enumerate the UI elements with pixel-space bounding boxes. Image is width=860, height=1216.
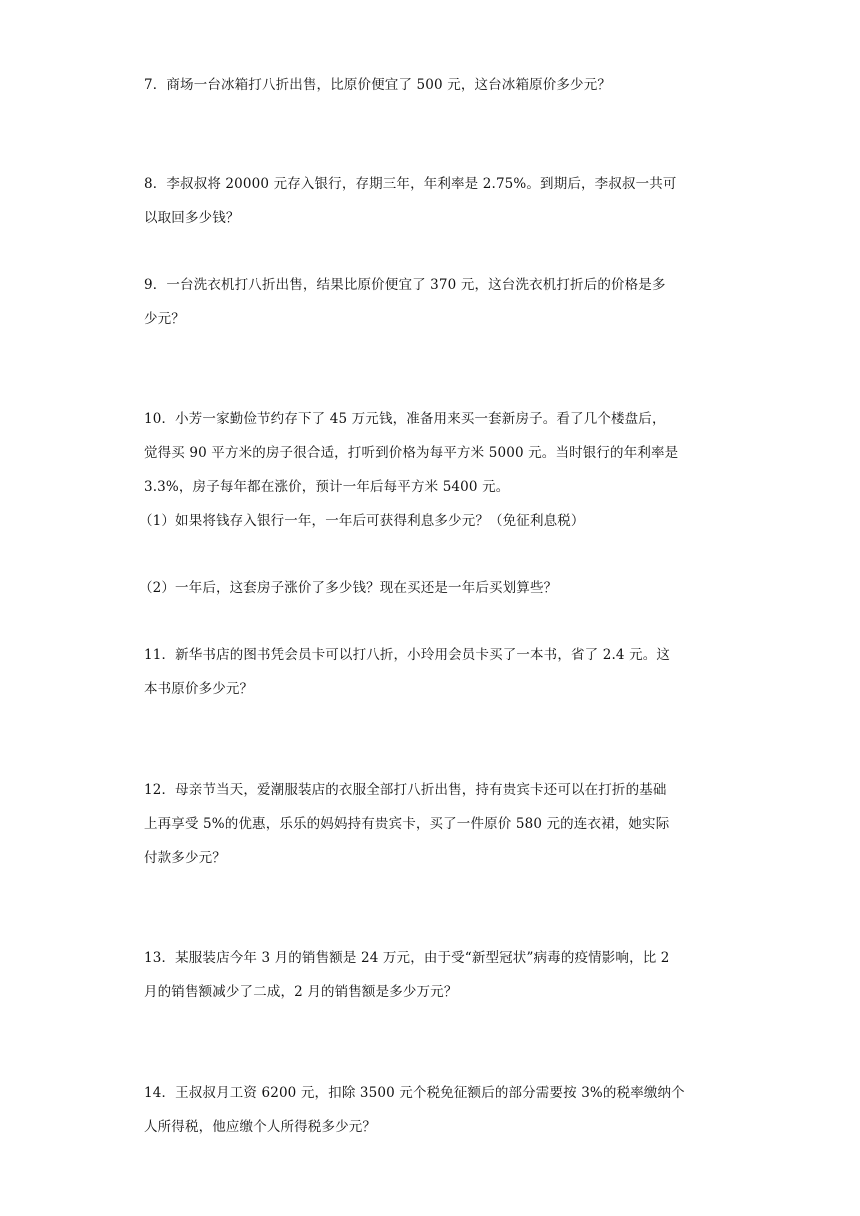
question-10-line-2: 觉得买 90 平方米的房子很合适，打听到价格为每平方米 5000 元。当时银行的年利率是 [144,445,679,461]
question-10-sub-1: （1）如果将钱存入银行一年，一年后可获得利息多少元？（免征利息税） [139,513,585,529]
question-10-line-1: 10．小芳一家勤俭节约存下了 45 万元钱，准备用来买一套新房子。看了几个楼盘后， [144,411,666,427]
question-8-line-2: 以取回多少钱？ [144,210,240,226]
question-12-line-1: 12．母亲节当天，爱潮服装店的衣服全部打八折出售，持有贵宾卡还可以在打折的基础 [144,782,667,798]
question-12-line-3: 付款多少元？ [144,850,226,866]
question-9-line-2: 少元？ [144,311,185,327]
question-9-line-1: 9．一台洗衣机打八折出售，结果比原价便宜了 370 元，这台洗衣机打折后的价格是多 [144,277,666,293]
question-12-line-2: 上再享受 5%的优惠，乐乐的妈妈持有贵宾卡，买了一件原价 580 元的连衣裙，她实际 [144,816,670,832]
question-10-line-3: 3.3%，房子每年都在涨价，预计一年后每平方米 5400 元。 [144,479,510,495]
question-10-sub-2: （2）一年后，这套房子涨价了多少钱？现在买还是一年后买划算些？ [139,580,558,596]
question-13-line-1: 13．某服装店今年 3 月的销售额是 24 万元，由于受“新型冠状”病毒的疫情影响，比 2 [144,950,670,966]
question-14-line-1: 14．王叔叔月工资 6200 元，扣除 3500 元个税免征额后的部分需要按 3%的税率缴纳个 [144,1085,685,1101]
question-11-line-2: 本书原价多少元？ [144,681,254,697]
question-7-line-1: 7．商场一台冰箱打八折出售，比原价便宜了 500 元，这台冰箱原价多少元？ [144,77,611,93]
question-8-line-1: 8．李叔叔将 20000 元存入银行，存期三年，年利率是 2.75%。到期后，李叔叔一共可 [144,176,677,192]
question-11-line-1: 11．新华书店的图书凭会员卡可以打八折，小玲用会员卡买了一本书，省了 2.4 元。这 [144,647,671,663]
question-14-line-2: 人所得税，他应缴个人所得税多少元？ [144,1119,377,1135]
question-13-line-2: 月的销售额减少了二成，2 月的销售额是多少万元？ [144,984,458,1000]
